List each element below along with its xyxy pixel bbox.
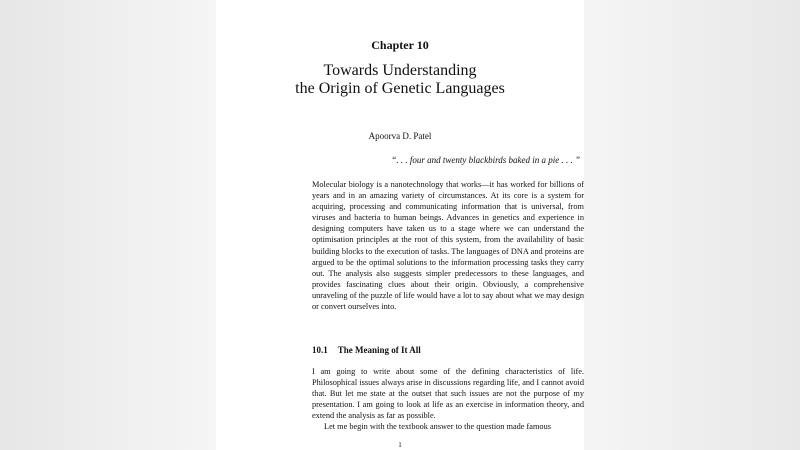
- body-paragraph-1: I am going to write about some of the defining characteristics of life. Philosophical issues always arise in discussions regarding life, and I cannot avoid that. But let me state at the outset that such issues are not the purpose of my presentation. I am going to look at life as an exercise in information theory, and extend the analysis as far as possible.: [312, 367, 584, 421]
- chapter-label: Chapter 10: [371, 38, 429, 52]
- body-paragraph-2: Let me begin with the textbook answer to the question made famous: [324, 422, 551, 432]
- section-title: The Meaning of It All: [337, 345, 421, 355]
- page-number: 1: [398, 441, 402, 449]
- title-line-1: Towards Understanding: [323, 62, 477, 79]
- section-heading: [312, 345, 421, 355]
- abstract-paragraph: Molecular biology is a nanotechnology that works—it has worked for billions of years and in an amazing variety of circumstances. At its core is a system for acquiring, processing and communicating information that is universal, from viruses and bacteria to human beings. Advances in genetics and experience in designing computers have taken us to a stage where we can understand the optimisation principles at the root of this system, from the availability of basic building blocks to the execution of tasks. The languages of DNA and proteins are argued to be the optimal solutions to the information processing tasks they carry out. The analysis also suggests simpler predecessors to these languages, and provides fascinating clues about their origin. Obviously, a comprehensive unraveling of the puzzle of life would have a lot to say about what we may design or convert ourselves into.: [312, 180, 584, 312]
- paper-title: [216, 62, 584, 98]
- background-right: [584, 0, 800, 450]
- section-number: 10.1: [312, 345, 328, 355]
- author-name: Apoorva D. Patel: [368, 131, 432, 141]
- epigraph-quote: “. . . four and twenty blackbirds baked in a pie . . . ”: [391, 155, 580, 165]
- body-text: [312, 366, 584, 433]
- paper-page: [216, 0, 584, 450]
- background-left: [0, 0, 216, 450]
- title-line-2: the Origin of Genetic Languages: [295, 80, 505, 97]
